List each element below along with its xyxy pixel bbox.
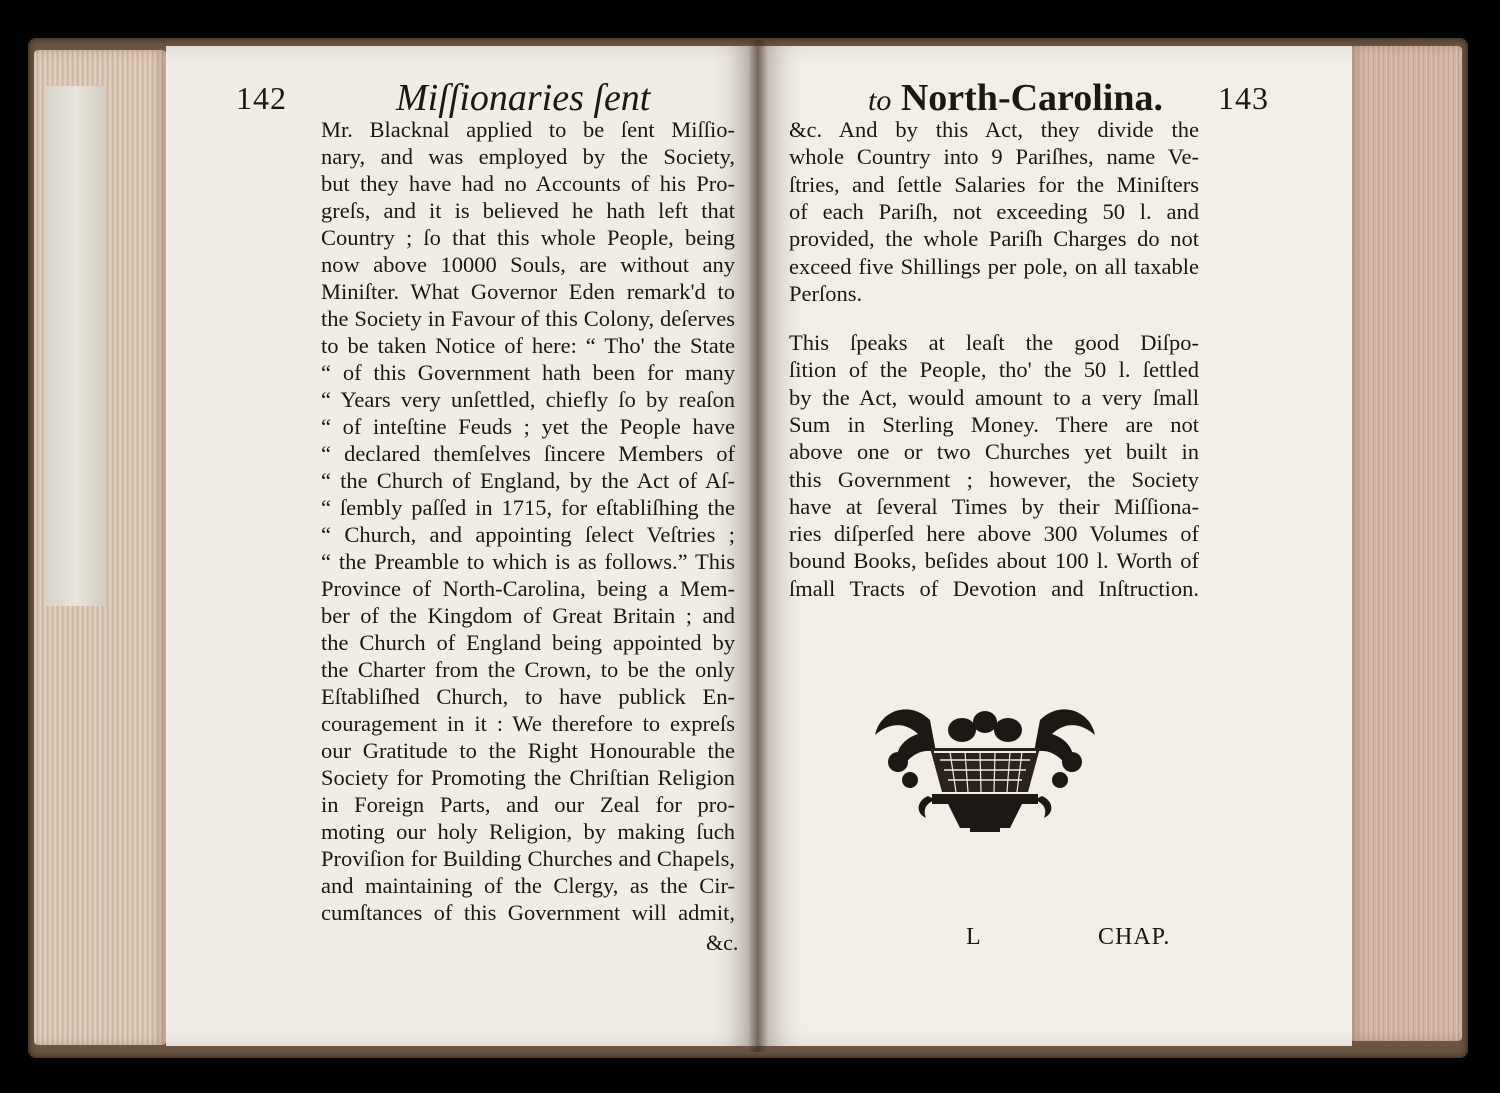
text-line: bound Books, beſides about 100 l. Worth of: [789, 548, 1199, 574]
text-line: provided, the whole Pariſh Charges do not: [789, 226, 1199, 252]
text-line: by the Act, would amount to a very ſmall: [789, 384, 1199, 410]
right-page-number: 143: [1218, 80, 1269, 116]
text-line: ber of the Kingdom of Great Britain ; and: [321, 603, 735, 628]
text-line: &c. And by this Act, they divide the: [789, 117, 1199, 142]
text-line: couragement in it : We therefore to expreſs: [321, 711, 735, 736]
text-line: Miniſter. What Governor Eden remark'd to: [321, 279, 735, 304]
text-line: this Government ; however, the Society: [789, 466, 1199, 492]
text-line: moting our holy Religion, by making ſuch: [321, 819, 735, 844]
left-running-head: Miſſionaries ſent: [396, 77, 651, 119]
text-line: Society for Promoting the Chriſtian Religion: [321, 765, 735, 790]
text-line: “ ſembly paſſed in 1715, for eſtabliſhing the: [321, 495, 735, 520]
text-line: now above 10000 Souls, are without any: [321, 252, 735, 277]
text-line: have at ſeveral Times by their Miſſiona-: [789, 493, 1199, 519]
left-page-number: 142: [236, 80, 287, 116]
bookmark-slip: [46, 86, 106, 606]
text-line: whole Country into 9 Pariſhes, name Ve-: [789, 144, 1199, 170]
text-line: the Charter from the Crown, to be the only: [321, 657, 735, 682]
fruit-basket-tailpiece-icon: [870, 700, 1100, 835]
text-line: ſmall Tracts of Devotion and Inſtruction.: [789, 575, 1199, 601]
text-line: “ Church, and appointing ſelect Veſtries ;: [321, 522, 735, 547]
right-running-head-italic: to: [868, 84, 892, 117]
text-line: ſtries, and ſettle Salaries for the Miniſters: [789, 171, 1199, 197]
text-line: and maintaining of the Clergy, as the Cir-: [321, 873, 735, 898]
text-line: “ of inteſtine Feuds ; yet the People have: [321, 414, 735, 439]
text-line: cumſtances of this Government will admit,: [321, 900, 735, 925]
text-line: the Society in Favour of this Colony, deſerves: [321, 306, 735, 331]
page-edges-right: [1350, 46, 1462, 1041]
text-line: “ of this Government hath been for many: [321, 360, 735, 385]
text-line: our Gratitude to the Right Honourable the: [321, 738, 735, 763]
right-running-head: [868, 76, 1163, 120]
text-line: Perſons.: [789, 280, 863, 306]
text-line: greſs, and it is believed he hath left that: [321, 198, 735, 223]
text-line: “ the Preamble to which is as follows.” This: [321, 549, 735, 574]
right-catchword: CHAP.: [1098, 924, 1171, 950]
text-line: This ſpeaks at leaſt the good Diſpo-: [789, 330, 1199, 355]
signature-mark: L: [966, 924, 981, 950]
text-line: Proviſion for Building Churches and Chapels,: [321, 846, 735, 871]
text-line: “ declared themſelves ſincere Members of: [321, 441, 735, 466]
text-line: Sum in Sterling Money. There are not: [789, 411, 1199, 437]
text-line: Country ; ſo that this whole People, being: [321, 225, 735, 250]
text-line: the Church of England being appointed by: [321, 630, 735, 655]
right-running-head-roman: North-Carolina.: [900, 77, 1163, 119]
book-gutter: [748, 40, 768, 1052]
text-line: “ the Church of England, by the Act of Aſ-: [321, 468, 735, 493]
text-line: ſition of the People, tho' the 50 l. ſettled: [789, 357, 1199, 383]
text-line: Eſtabliſhed Church, to have publick En-: [321, 684, 735, 709]
text-line: Province of North-Carolina, being a Mem-: [321, 576, 735, 601]
text-line: nary, and was employed by the Society,: [321, 144, 735, 169]
text-line: to be taken Notice of here: “ Tho' the State: [321, 333, 735, 358]
text-line: Mr. Blacknal applied to be ſent Miſſio-: [321, 117, 735, 142]
left-catchword: &c.: [706, 930, 739, 955]
text-line: “ Years very unſettled, chiefly ſo by reaſon: [321, 387, 735, 412]
text-line: of each Pariſh, not exceeding 50 l. and: [789, 198, 1199, 224]
text-line: in Foreign Parts, and our Zeal for pro-: [321, 792, 735, 817]
text-line: ries diſperſed here above 300 Volumes of: [789, 521, 1199, 547]
text-line: but they have had no Accounts of his Pro-: [321, 171, 735, 196]
text-line: above one or two Churches yet built in: [789, 439, 1199, 465]
text-line: exceed five Shillings per pole, on all taxable: [789, 253, 1199, 279]
